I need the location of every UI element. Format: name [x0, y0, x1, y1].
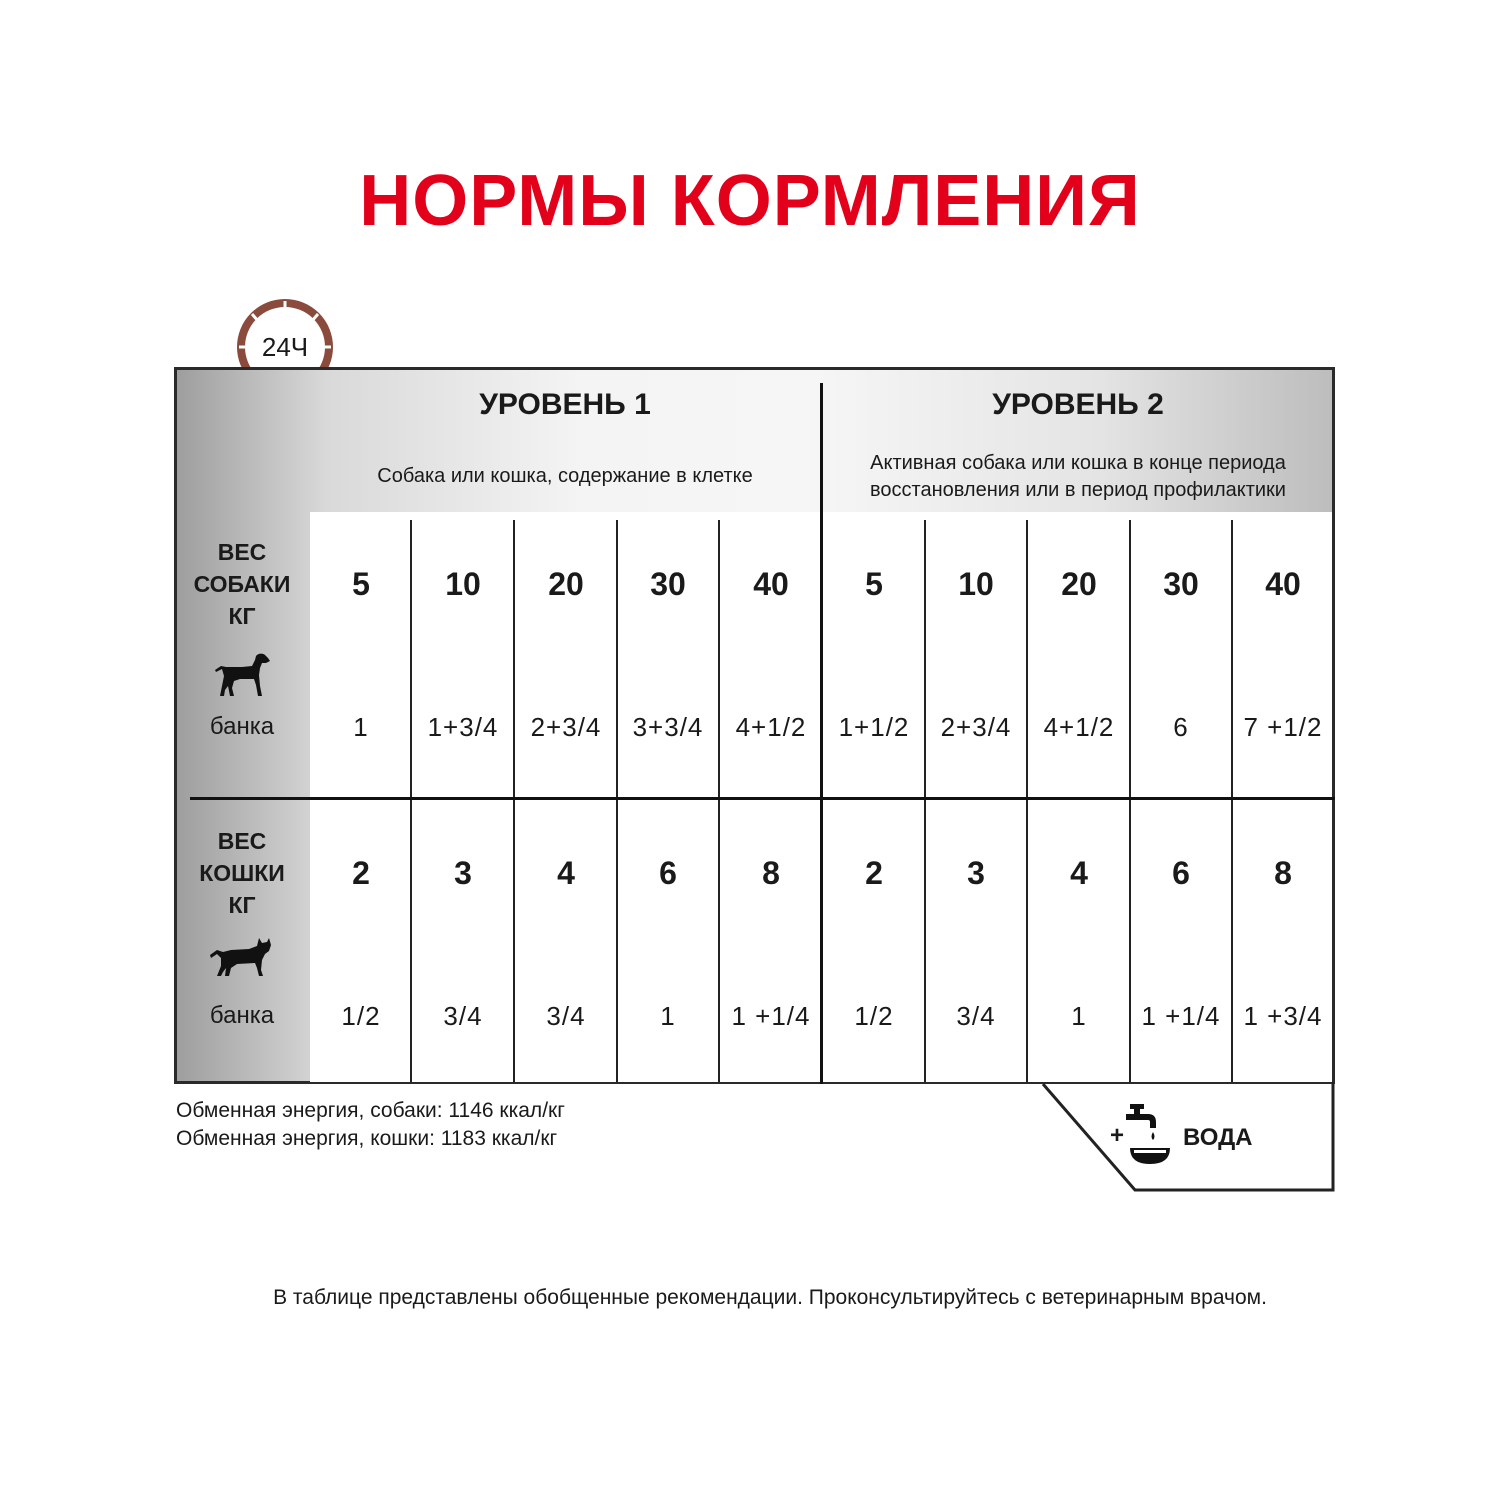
grid-line [1231, 800, 1233, 1082]
dog-portion-cell: 1+1/2 [838, 712, 910, 742]
level-2-header: УРОВЕНЬ 2 [992, 388, 1164, 421]
dog-weight-cell: 20 [1061, 566, 1097, 602]
cat-portion-label: банка [209, 1002, 275, 1029]
cat-portion-cell: 1/2 [341, 1001, 381, 1031]
page-title: НОРМЫ КОРМЛЕНИЯ [359, 161, 1141, 241]
level-1-header: УРОВЕНЬ 1 [479, 388, 651, 421]
cat-weight-cell: 3 [454, 855, 472, 891]
footnote: В таблице представлены обобщенные рекомендации. Проконсультируйтесь с ветеринарным врачом. [273, 1286, 1267, 1309]
dog-portion-cell: 2+3/4 [940, 712, 1012, 742]
dog-weight-cell: 40 [753, 566, 789, 602]
row-divider [190, 797, 1335, 800]
cat-weight-cell: 3 [967, 855, 985, 891]
grid-line [1026, 520, 1028, 797]
cat-weight-cell: 6 [659, 855, 677, 891]
dog-portion-cell: 3+3/4 [632, 712, 704, 742]
grid-line [924, 520, 926, 797]
cat-weight-cell: 8 [762, 855, 780, 891]
grid-line [718, 520, 720, 797]
grid-line [410, 800, 412, 1082]
cat-icon [209, 936, 273, 978]
cat-weight-cell: 4 [1070, 855, 1088, 891]
water-plus: + [1110, 1122, 1125, 1149]
dog-weight-label: ВЕС СОБАКИ КГ [193, 539, 291, 629]
cat-weight-cell: 4 [557, 855, 575, 891]
cat-portion-cell: 1 +1/4 [1141, 1001, 1221, 1031]
dog-weight-cell: 10 [445, 566, 481, 602]
cat-portion-cell: 1 +1/4 [731, 1001, 811, 1031]
grid-line [513, 520, 515, 797]
cat-portion-cell: 1 +3/4 [1243, 1001, 1323, 1031]
cat-weight-cell: 2 [352, 855, 370, 891]
cat-portion-cell: 1/2 [854, 1001, 894, 1031]
dog-weight-cell: 10 [958, 566, 994, 602]
dog-portion-cell: 4+1/2 [735, 712, 807, 742]
grid-line [616, 800, 618, 1082]
cat-portion-cell: 3/4 [546, 1001, 586, 1031]
dog-portion-cell: 4+1/2 [1043, 712, 1115, 742]
cat-weight-cell: 2 [865, 855, 883, 891]
cat-portion-cell: 1 [660, 1001, 676, 1031]
dog-portion-cell: 6 [1173, 712, 1189, 742]
energy-info: Обменная энергия, собаки: 1146 ккал/кг Обменная энергия, кошки: 1183 ккал/кг [176, 1099, 565, 1150]
grid-line [1231, 520, 1233, 797]
grid-line [410, 520, 412, 797]
grid-line [616, 520, 618, 797]
dog-icon [212, 652, 272, 698]
dog-weight-cell: 20 [548, 566, 584, 602]
water-label: ВОДА [1183, 1124, 1253, 1151]
dog-portion-cell: 1+3/4 [427, 712, 499, 742]
cat-weight-label: ВЕС КОШКИ КГ [199, 828, 285, 918]
dog-weight-cell: 30 [650, 566, 686, 602]
dog-portion-cell: 2+3/4 [530, 712, 602, 742]
grid-line [718, 800, 720, 1082]
dog-weight-cell: 5 [865, 566, 883, 602]
dog-portion-cell: 7 +1/2 [1243, 712, 1323, 742]
grid-line [1026, 800, 1028, 1082]
grid-line [924, 800, 926, 1082]
dog-portion-label: банка [209, 713, 275, 740]
badge-24h: 24Ч [252, 330, 318, 364]
level-1-description: Собака или кошка, содержание в клетке [377, 465, 753, 487]
level-2-description: Активная собака или кошка в конце периода восстановления или в период профилактики [870, 452, 1286, 501]
dog-weight-cell: 40 [1265, 566, 1301, 602]
dog-portion-cell: 1 [353, 712, 369, 742]
grid-line [1129, 520, 1131, 797]
cat-weight-cell: 8 [1274, 855, 1292, 891]
grid-line [1129, 800, 1131, 1082]
cat-portion-cell: 3/4 [443, 1001, 483, 1031]
cat-portion-cell: 1 [1071, 1001, 1087, 1031]
cat-weight-cell: 6 [1172, 855, 1190, 891]
dog-weight-cell: 30 [1163, 566, 1199, 602]
dog-weight-cell: 5 [352, 566, 370, 602]
grid-line [513, 800, 515, 1082]
cat-portion-cell: 3/4 [956, 1001, 996, 1031]
